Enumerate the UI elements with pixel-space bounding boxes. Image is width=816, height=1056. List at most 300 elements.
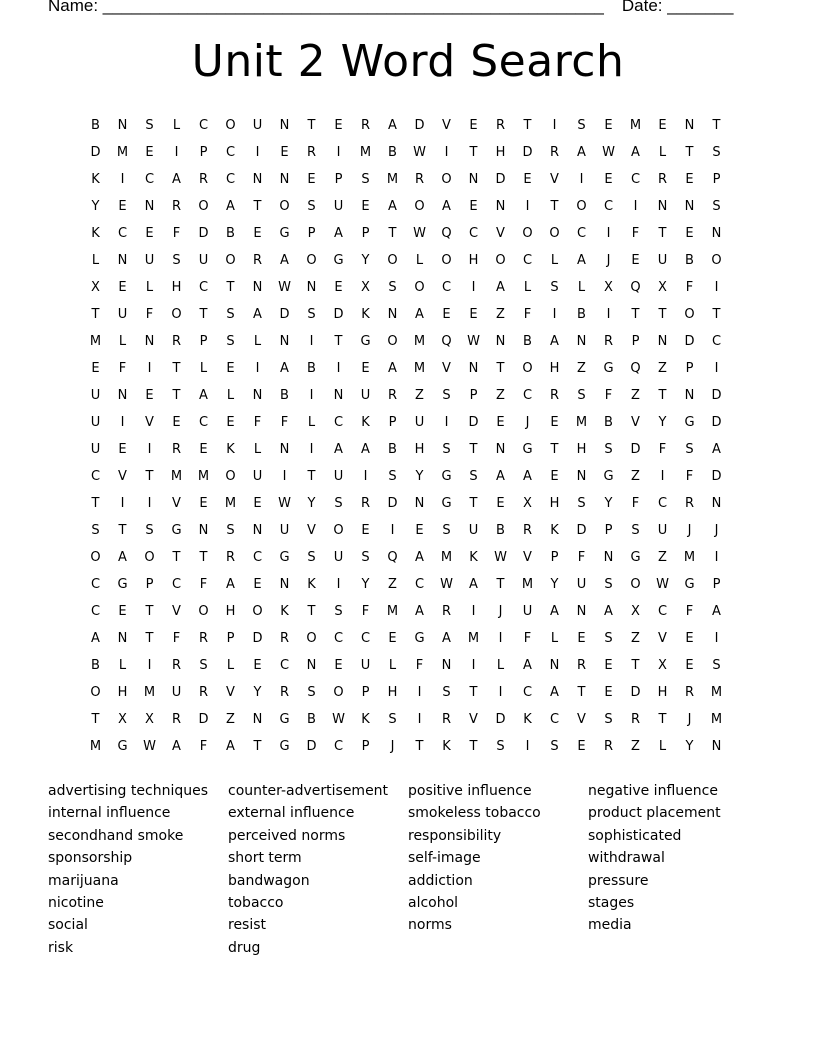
grid-letter[interactable]: L	[577, 280, 586, 295]
grid-letter[interactable]: B	[307, 361, 316, 376]
grid-letter[interactable]: R	[171, 712, 182, 727]
grid-letter[interactable]: E	[604, 658, 613, 673]
grid-letter[interactable]: S	[226, 334, 235, 349]
grid-letter[interactable]: R	[171, 658, 182, 673]
grid-letter[interactable]: L	[145, 280, 154, 295]
grid-letter[interactable]: N	[387, 307, 398, 322]
grid-letter[interactable]: A	[280, 361, 289, 376]
grid-letter[interactable]: T	[172, 388, 181, 403]
grid-letter[interactable]: N	[117, 118, 128, 133]
grid-letter[interactable]: E	[253, 496, 262, 511]
grid-letter[interactable]: A	[442, 199, 451, 214]
grid-letter[interactable]: J	[714, 523, 719, 538]
grid-letter[interactable]: R	[684, 685, 695, 700]
grid-letter[interactable]: R	[414, 172, 425, 187]
grid-letter[interactable]: P	[712, 172, 721, 187]
grid-letter[interactable]: R	[495, 118, 506, 133]
grid-letter[interactable]: E	[253, 658, 262, 673]
grid-letter[interactable]: J	[687, 712, 692, 727]
grid-letter[interactable]: I	[336, 145, 341, 160]
grid-letter[interactable]: E	[604, 118, 613, 133]
date-field[interactable]: Date: _______	[621, 0, 734, 15]
grid-letter[interactable]: I	[498, 631, 503, 646]
grid-letter[interactable]: F	[631, 496, 640, 511]
grid-letter[interactable]: A	[442, 631, 451, 646]
grid-letter[interactable]: R	[171, 199, 182, 214]
grid-letter[interactable]: T	[415, 739, 424, 754]
grid-letter[interactable]: Y	[550, 577, 559, 592]
grid-letter[interactable]: V	[631, 415, 640, 430]
grid-letter[interactable]: E	[307, 172, 316, 187]
grid-letter[interactable]: I	[552, 118, 557, 133]
grid-letter[interactable]: V	[577, 712, 586, 727]
grid-letter[interactable]: A	[226, 199, 235, 214]
grid-letter[interactable]: X	[145, 712, 154, 727]
grid-letter[interactable]: F	[604, 388, 613, 403]
grid-letter[interactable]: V	[307, 523, 316, 538]
grid-letter[interactable]: S	[604, 631, 613, 646]
grid-letter[interactable]: T	[712, 307, 721, 322]
grid-letter[interactable]: A	[334, 226, 343, 241]
grid-letter[interactable]: D	[495, 172, 506, 187]
grid-letter[interactable]: O	[279, 199, 290, 214]
grid-letter[interactable]: K	[91, 226, 100, 241]
grid-letter[interactable]: I	[606, 226, 611, 241]
grid-letter[interactable]: A	[712, 442, 721, 457]
grid-letter[interactable]: W	[413, 226, 426, 241]
grid-letter[interactable]: A	[415, 307, 424, 322]
grid-letter[interactable]: N	[711, 226, 722, 241]
grid-letter[interactable]: U	[333, 550, 344, 565]
grid-letter[interactable]: E	[253, 577, 262, 592]
grid-letter[interactable]: U	[333, 469, 344, 484]
grid-letter[interactable]: T	[658, 388, 667, 403]
grid-letter[interactable]: X	[658, 280, 667, 295]
grid-letter[interactable]: M	[386, 172, 399, 187]
grid-letter[interactable]: R	[279, 685, 290, 700]
grid-letter[interactable]: Y	[685, 739, 694, 754]
grid-letter[interactable]: X	[523, 496, 532, 511]
grid-letter[interactable]: L	[658, 145, 667, 160]
grid-letter[interactable]: A	[523, 658, 532, 673]
grid-letter[interactable]: T	[307, 604, 316, 619]
grid-letter[interactable]: S	[145, 118, 154, 133]
grid-letter[interactable]: U	[90, 442, 101, 457]
grid-letter[interactable]: D	[90, 145, 101, 160]
grid-letter[interactable]: A	[631, 145, 640, 160]
grid-letter[interactable]: R	[279, 631, 290, 646]
grid-letter[interactable]: T	[91, 307, 100, 322]
grid-letter[interactable]: N	[198, 523, 209, 538]
grid-letter[interactable]: B	[523, 334, 532, 349]
grid-letter[interactable]: C	[117, 226, 128, 241]
grid-letter[interactable]: U	[657, 253, 668, 268]
grid-letter[interactable]: P	[145, 577, 154, 592]
grid-letter[interactable]: P	[226, 631, 235, 646]
grid-letter[interactable]: N	[468, 172, 479, 187]
grid-letter[interactable]: T	[91, 712, 100, 727]
grid-letter[interactable]: L	[550, 253, 559, 268]
grid-letter[interactable]: D	[414, 118, 425, 133]
grid-letter[interactable]: T	[523, 118, 532, 133]
grid-letter[interactable]: E	[118, 199, 127, 214]
grid-letter[interactable]: C	[468, 226, 479, 241]
grid-letter[interactable]: I	[174, 145, 179, 160]
grid-letter[interactable]: C	[333, 415, 344, 430]
grid-letter[interactable]: T	[253, 199, 262, 214]
grid-letter[interactable]: N	[684, 118, 695, 133]
grid-letter[interactable]: H	[549, 496, 560, 511]
grid-letter[interactable]: E	[361, 199, 370, 214]
grid-letter[interactable]: P	[361, 739, 370, 754]
grid-letter[interactable]: E	[523, 172, 532, 187]
grid-letter[interactable]: Z	[577, 361, 586, 376]
grid-letter[interactable]: A	[523, 469, 532, 484]
grid-letter[interactable]: N	[495, 334, 506, 349]
grid-letter[interactable]: A	[496, 280, 505, 295]
grid-letter[interactable]: I	[552, 307, 557, 322]
grid-letter[interactable]: B	[91, 118, 100, 133]
grid-letter[interactable]: M	[116, 145, 129, 160]
grid-letter[interactable]: M	[143, 685, 156, 700]
grid-letter[interactable]: T	[712, 118, 721, 133]
grid-letter[interactable]: T	[388, 226, 397, 241]
grid-letter[interactable]: O	[441, 172, 452, 187]
grid-letter[interactable]: N	[684, 388, 695, 403]
grid-letter[interactable]: C	[144, 172, 155, 187]
grid-letter[interactable]: Y	[307, 496, 316, 511]
grid-letter[interactable]: T	[172, 361, 181, 376]
grid-letter[interactable]: A	[334, 442, 343, 457]
grid-letter[interactable]: V	[658, 631, 667, 646]
grid-letter[interactable]: C	[630, 172, 641, 187]
grid-letter[interactable]: V	[523, 550, 532, 565]
grid-letter[interactable]: C	[522, 388, 533, 403]
grid-letter[interactable]: Z	[631, 739, 640, 754]
grid-letter[interactable]: A	[226, 577, 235, 592]
grid-letter[interactable]: E	[361, 523, 370, 538]
grid-letter[interactable]: L	[172, 118, 181, 133]
grid-letter[interactable]: T	[496, 577, 505, 592]
grid-letter[interactable]: P	[307, 226, 316, 241]
grid-letter[interactable]: I	[147, 361, 152, 376]
grid-letter[interactable]: R	[171, 334, 182, 349]
grid-letter[interactable]: F	[118, 361, 127, 376]
grid-letter[interactable]: I	[120, 496, 125, 511]
grid-letter[interactable]: P	[199, 334, 208, 349]
grid-letter[interactable]: L	[253, 334, 262, 349]
grid-letter[interactable]: B	[577, 307, 586, 322]
grid-letter[interactable]: E	[226, 415, 235, 430]
grid-letter[interactable]: C	[171, 577, 182, 592]
grid-letter[interactable]: J	[525, 415, 530, 430]
grid-letter[interactable]: S	[577, 496, 586, 511]
grid-letter[interactable]: P	[469, 388, 478, 403]
grid-letter[interactable]: R	[630, 712, 641, 727]
grid-letter[interactable]: W	[656, 577, 669, 592]
grid-letter[interactable]: S	[631, 523, 640, 538]
grid-letter[interactable]: N	[117, 253, 128, 268]
grid-letter[interactable]: W	[332, 712, 345, 727]
grid-letter[interactable]: G	[630, 550, 641, 565]
grid-letter[interactable]: V	[550, 172, 559, 187]
grid-letter[interactable]: S	[307, 307, 316, 322]
grid-letter[interactable]: O	[144, 550, 155, 565]
grid-letter[interactable]: C	[603, 199, 614, 214]
grid-letter[interactable]: E	[469, 118, 478, 133]
grid-letter[interactable]: I	[120, 415, 125, 430]
grid-letter[interactable]: A	[415, 604, 424, 619]
grid-letter[interactable]: A	[388, 199, 397, 214]
grid-letter[interactable]: U	[279, 523, 290, 538]
grid-letter[interactable]: R	[549, 145, 560, 160]
grid-letter[interactable]: M	[170, 469, 183, 484]
grid-letter[interactable]: O	[198, 199, 209, 214]
grid-letter[interactable]: V	[469, 712, 478, 727]
grid-letter[interactable]: J	[390, 739, 395, 754]
grid-letter[interactable]: T	[91, 496, 100, 511]
grid-letter[interactable]: Y	[415, 469, 424, 484]
grid-letter[interactable]: E	[604, 685, 613, 700]
grid-letter[interactable]: C	[333, 739, 344, 754]
grid-letter[interactable]: Q	[441, 226, 452, 241]
grid-letter[interactable]: R	[576, 658, 587, 673]
grid-letter[interactable]: V	[496, 226, 505, 241]
grid-letter[interactable]: A	[550, 604, 559, 619]
grid-letter[interactable]: A	[199, 388, 208, 403]
grid-letter[interactable]: R	[252, 253, 263, 268]
grid-letter[interactable]: B	[91, 658, 100, 673]
grid-letter[interactable]: H	[171, 280, 182, 295]
grid-letter[interactable]: I	[714, 631, 719, 646]
grid-letter[interactable]: O	[522, 226, 533, 241]
grid-letter[interactable]: D	[711, 388, 722, 403]
grid-letter[interactable]: C	[198, 415, 209, 430]
grid-letter[interactable]: P	[361, 685, 370, 700]
grid-letter[interactable]: E	[361, 361, 370, 376]
grid-letter[interactable]: E	[226, 361, 235, 376]
grid-letter[interactable]: A	[280, 253, 289, 268]
grid-letter[interactable]: T	[145, 604, 154, 619]
grid-letter[interactable]: E	[145, 145, 154, 160]
grid-letter[interactable]: S	[577, 388, 586, 403]
grid-letter[interactable]: R	[198, 172, 209, 187]
grid-letter[interactable]: S	[361, 550, 370, 565]
grid-letter[interactable]: N	[495, 442, 506, 457]
grid-letter[interactable]: W	[602, 145, 615, 160]
grid-letter[interactable]: C	[657, 496, 668, 511]
grid-letter[interactable]: T	[631, 658, 640, 673]
grid-letter[interactable]: L	[388, 658, 397, 673]
grid-letter[interactable]: O	[252, 604, 263, 619]
grid-letter[interactable]: I	[444, 145, 449, 160]
grid-letter[interactable]: S	[145, 523, 154, 538]
grid-letter[interactable]: H	[468, 253, 479, 268]
grid-letter[interactable]: R	[360, 118, 371, 133]
grid-letter[interactable]: N	[414, 496, 425, 511]
grid-letter[interactable]: I	[309, 442, 314, 457]
grid-letter[interactable]: L	[307, 415, 316, 430]
grid-letter[interactable]: R	[522, 523, 533, 538]
grid-letter[interactable]: R	[225, 550, 236, 565]
grid-letter[interactable]: O	[522, 361, 533, 376]
grid-letter[interactable]: P	[631, 334, 640, 349]
grid-letter[interactable]: P	[604, 523, 613, 538]
grid-letter[interactable]: M	[440, 550, 453, 565]
grid-letter[interactable]: E	[496, 415, 505, 430]
grid-letter[interactable]: P	[388, 415, 397, 430]
grid-letter[interactable]: Y	[361, 577, 370, 592]
grid-letter[interactable]: V	[442, 118, 451, 133]
grid-letter[interactable]: S	[91, 523, 100, 538]
grid-letter[interactable]: T	[496, 361, 505, 376]
grid-letter[interactable]: C	[333, 631, 344, 646]
grid-letter[interactable]: S	[712, 658, 721, 673]
grid-letter[interactable]: G	[441, 469, 452, 484]
grid-letter[interactable]: Q	[630, 361, 641, 376]
grid-letter[interactable]: C	[225, 172, 236, 187]
grid-letter[interactable]: S	[307, 685, 316, 700]
grid-letter[interactable]: P	[361, 226, 370, 241]
grid-letter[interactable]: X	[118, 712, 127, 727]
grid-letter[interactable]: L	[199, 361, 208, 376]
grid-letter[interactable]: A	[496, 469, 505, 484]
grid-letter[interactable]: U	[657, 523, 668, 538]
grid-letter[interactable]: S	[442, 685, 451, 700]
grid-letter[interactable]: X	[91, 280, 100, 295]
grid-letter[interactable]: A	[604, 604, 613, 619]
grid-letter[interactable]: S	[442, 523, 451, 538]
grid-letter[interactable]: B	[226, 226, 235, 241]
grid-letter[interactable]: U	[414, 415, 425, 430]
grid-letter[interactable]: N	[144, 199, 155, 214]
grid-letter[interactable]: I	[606, 307, 611, 322]
grid-letter[interactable]: R	[198, 685, 209, 700]
grid-letter[interactable]: A	[712, 604, 721, 619]
grid-letter[interactable]: F	[658, 442, 667, 457]
grid-letter[interactable]: G	[603, 469, 614, 484]
grid-letter[interactable]: N	[117, 388, 128, 403]
grid-letter[interactable]: N	[576, 334, 587, 349]
grid-letter[interactable]: T	[469, 685, 478, 700]
grid-letter[interactable]: W	[440, 577, 453, 592]
grid-letter[interactable]: N	[144, 334, 155, 349]
grid-letter[interactable]: T	[658, 226, 667, 241]
grid-letter[interactable]: E	[172, 415, 181, 430]
grid-letter[interactable]: T	[145, 469, 154, 484]
grid-letter[interactable]: K	[307, 577, 316, 592]
grid-letter[interactable]: S	[334, 496, 343, 511]
grid-letter[interactable]: S	[712, 199, 721, 214]
grid-letter[interactable]: O	[225, 118, 236, 133]
grid-letter[interactable]: G	[279, 550, 290, 565]
grid-letter[interactable]: G	[684, 577, 695, 592]
grid-letter[interactable]: L	[226, 658, 235, 673]
grid-letter[interactable]: I	[255, 361, 260, 376]
grid-letter[interactable]: U	[117, 307, 128, 322]
grid-letter[interactable]: E	[253, 226, 262, 241]
grid-letter[interactable]: R	[657, 172, 668, 187]
grid-letter[interactable]: S	[550, 280, 559, 295]
grid-letter[interactable]: M	[89, 739, 102, 754]
grid-letter[interactable]: C	[360, 631, 371, 646]
grid-letter[interactable]: R	[387, 388, 398, 403]
grid-letter[interactable]: E	[145, 388, 154, 403]
grid-letter[interactable]: T	[226, 280, 235, 295]
grid-letter[interactable]: S	[334, 604, 343, 619]
grid-letter[interactable]: R	[684, 496, 695, 511]
grid-letter[interactable]: C	[90, 577, 101, 592]
grid-letter[interactable]: S	[172, 253, 181, 268]
grid-letter[interactable]: O	[198, 604, 209, 619]
grid-letter[interactable]: N	[279, 118, 290, 133]
grid-letter[interactable]: Y	[658, 415, 667, 430]
grid-letter[interactable]: D	[684, 334, 695, 349]
grid-letter[interactable]: U	[171, 685, 182, 700]
grid-letter[interactable]: C	[90, 469, 101, 484]
grid-letter[interactable]: C	[198, 118, 209, 133]
grid-letter[interactable]: K	[361, 307, 370, 322]
grid-letter[interactable]: W	[278, 496, 291, 511]
grid-letter[interactable]: C	[522, 685, 533, 700]
grid-letter[interactable]: T	[307, 118, 316, 133]
grid-letter[interactable]: A	[577, 253, 586, 268]
grid-letter[interactable]: F	[415, 658, 424, 673]
grid-letter[interactable]: D	[198, 226, 209, 241]
grid-letter[interactable]: M	[224, 496, 237, 511]
grid-letter[interactable]: D	[333, 307, 344, 322]
grid-letter[interactable]: T	[685, 145, 694, 160]
grid-letter[interactable]: D	[279, 307, 290, 322]
grid-letter[interactable]: K	[361, 415, 370, 430]
grid-letter[interactable]: D	[522, 145, 533, 160]
grid-letter[interactable]: O	[711, 253, 722, 268]
grid-letter[interactable]: E	[658, 118, 667, 133]
grid-letter[interactable]: S	[496, 739, 505, 754]
grid-letter[interactable]: O	[171, 307, 182, 322]
grid-letter[interactable]: A	[118, 550, 127, 565]
grid-letter[interactable]: V	[172, 496, 181, 511]
grid-letter[interactable]: L	[415, 253, 424, 268]
grid-letter[interactable]: W	[143, 739, 156, 754]
grid-letter[interactable]: N	[684, 199, 695, 214]
grid-letter[interactable]: N	[306, 658, 317, 673]
grid-letter[interactable]: L	[253, 442, 262, 457]
grid-letter[interactable]: Z	[388, 577, 397, 592]
grid-letter[interactable]: D	[711, 469, 722, 484]
grid-letter[interactable]: S	[307, 550, 316, 565]
grid-letter[interactable]: I	[309, 334, 314, 349]
grid-letter[interactable]: T	[469, 442, 478, 457]
grid-letter[interactable]: B	[307, 712, 316, 727]
grid-letter[interactable]: C	[198, 280, 209, 295]
grid-letter[interactable]: N	[333, 388, 344, 403]
grid-letter[interactable]: Q	[387, 550, 398, 565]
grid-letter[interactable]: E	[388, 631, 397, 646]
grid-letter[interactable]: O	[333, 685, 344, 700]
grid-letter[interactable]: R	[549, 388, 560, 403]
grid-letter[interactable]: R	[198, 631, 209, 646]
grid-letter[interactable]: C	[576, 226, 587, 241]
grid-letter[interactable]: K	[550, 523, 559, 538]
grid-letter[interactable]: I	[660, 469, 665, 484]
grid-letter[interactable]: E	[118, 442, 127, 457]
grid-letter[interactable]: W	[494, 550, 507, 565]
grid-letter[interactable]: N	[279, 442, 290, 457]
grid-letter[interactable]: O	[576, 199, 587, 214]
grid-letter[interactable]: S	[604, 442, 613, 457]
grid-letter[interactable]: I	[120, 172, 125, 187]
